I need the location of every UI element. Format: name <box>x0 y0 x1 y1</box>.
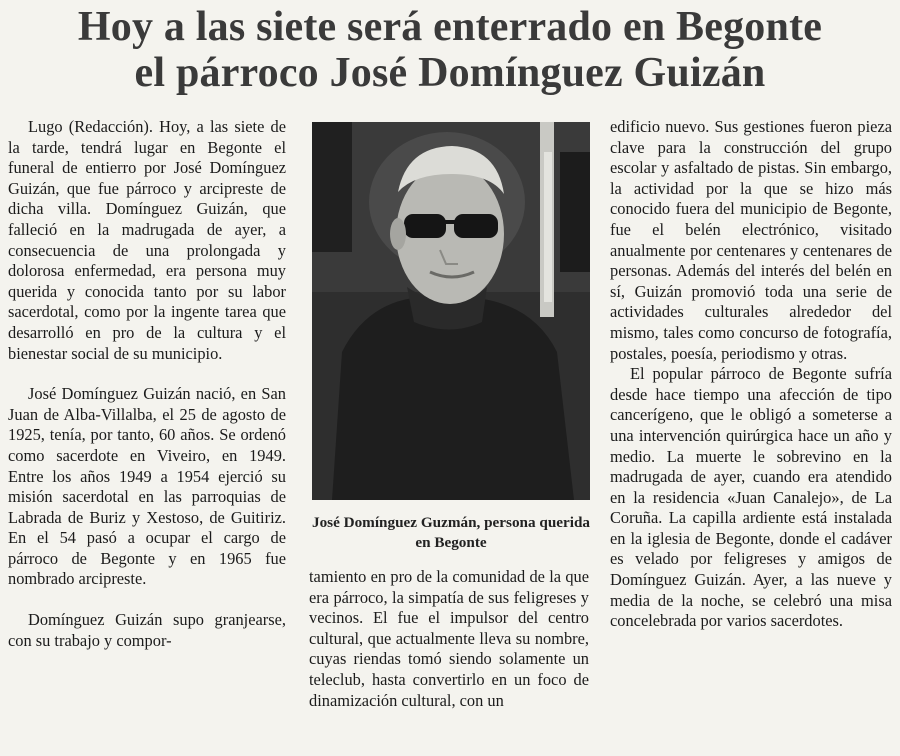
article-column-2 <box>309 567 589 711</box>
article-paragraph-community: Domínguez Guizán supo granjearse, con su trabajo y compor- <box>8 610 286 650</box>
article-paragraph-activities: edificio nuevo. Sus gestiones fueron pieza clave para la construcción del grupo escolar y asfaltado de pistas. Sin embargo, la actividad por la que se hizo más conocido fuera del municipio de Begonte, fue el belén electrónico, visitado anualmente por centenares y centenares de personas. Además del interés del belén en sí, Guizán promovió toda una serie de actividades culturales alrededor del mismo, tales como concurso de fotografía, postales, poesía, periodismo y otras. <box>610 117 892 363</box>
article-column-3 <box>610 117 892 632</box>
article-paragraph-cultural-center: tamiento en pro de la comunidad de la que era párroco, la simpatía de sus feligreses y vecinos. El fue el impulsor del centro cultural, que actualmente lleva su nombre, cuyas riendas tomó siendo solamente un teleclub, hasta convertirlo en un foco de dinamización cultural, con un <box>309 567 589 710</box>
article-paragraph-death: El popular párroco de Begonte sufría desde hace tiempo una afección de tipo cancerígeno, que le obligó a someterse a una intervención quirúrgica hace un año y medio. La muerte le sobrevino en la madrugada de ayer, cuando era atendido en la residencia «Juan Canalejo», de La Coruña. La capilla ardiente está instalada en la iglesia de Begonte, donde el cadáver es velado por feligreses y amigos de Domínguez Guizán. Ayer, a las nueve y media de la noche, se celebró una misa concelebrada por varios sacerdotes. <box>610 364 892 631</box>
headline-line-2: el párroco José Domínguez Guizán <box>134 50 766 96</box>
article-column-1 <box>8 117 286 651</box>
headline <box>0 0 900 96</box>
article-paragraph-intro: Lugo (Redacción). Hoy, a las siete de la tarde, tendrá lugar en Begonte el funeral de entierro por José Domínguez Guizán, que fue párroco y arcipreste de dicha villa. Domínguez Guizán, que falleció en la madrugada de ayer, a consecuencia de una prolongada y dolorosa enfermedad, era persona muy querida y conocida tanto por su labor sacerdotal, como por la ingente tarea que desarrolló en pro de la cultura y el bienestar social de su municipio. <box>8 117 286 363</box>
portrait-photo <box>312 122 590 500</box>
article-paragraph-biography: José Domínguez Guizán nació, en San Juan de Alba-Villalba, el 25 de agosto de 1925, tenía, por tanto, 60 años. Se ordenó como sacerdote en Viveiro, en 1949. Entre los años 1949 a 1954 ejerció su misión sacerdotal en las parroquias de Labrada de Buriz y Xestoso, de Guitiriz. En el 54 pasó a ocupar el cargo de párroco de Begonte y en 1965 fue nombrado arcipreste. <box>8 384 286 589</box>
photo-caption: José Domínguez Guzmán, persona querida en Begonte <box>311 514 591 551</box>
headline-line-1: Hoy a las siete será enterrado en Begonte <box>77 4 823 50</box>
